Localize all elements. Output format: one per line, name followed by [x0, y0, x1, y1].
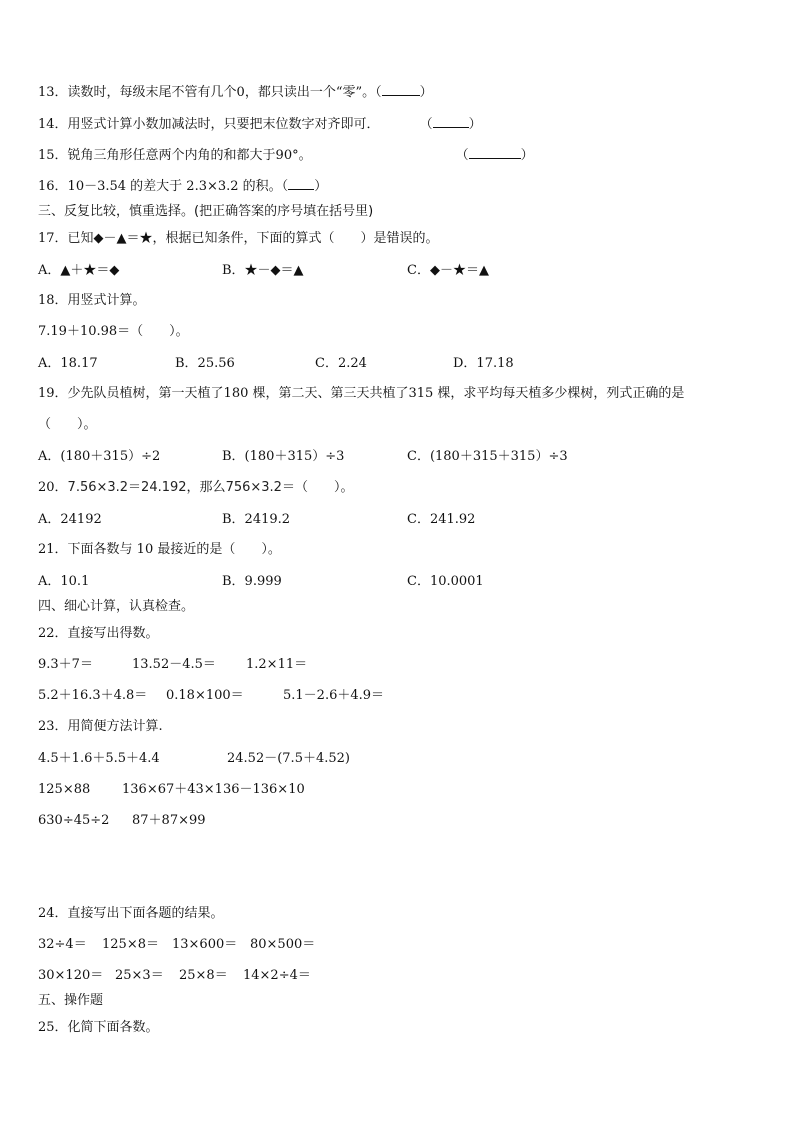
question-text: 锐角三角形任意两个内角的和都大于90°。 — [67, 148, 312, 163]
option-b[interactable]: B．(180＋315）÷3 — [222, 449, 345, 464]
option-c[interactable]: C．241.92 — [407, 512, 476, 527]
calc-item: 30×120＝ — [38, 968, 104, 983]
option-b[interactable]: B．25.56 — [175, 356, 235, 371]
option-a[interactable]: A．10.1 — [38, 574, 90, 589]
math-expression: 7.56×3.2＝24.192 — [67, 480, 187, 495]
answer-blank[interactable] — [288, 178, 314, 190]
answer-blank[interactable] — [469, 147, 521, 159]
calc-item: 1.2×11＝ — [246, 657, 308, 672]
option-a[interactable]: A．▲＋★＝◆ — [38, 263, 120, 278]
calc-item: 80×500＝ — [250, 937, 316, 952]
question-23: 23．用简便方法计算. — [38, 719, 163, 734]
question-19-continuation: （ ）。 — [38, 417, 97, 432]
close-paren: ） — [468, 117, 482, 132]
option-b[interactable]: B．★－◆＝▲ — [222, 263, 304, 278]
option-d[interactable]: D．17.18 — [453, 356, 514, 371]
calc-item: 24.52－(7.5＋4.52) — [227, 751, 350, 766]
question-20 — [38, 480, 353, 496]
calc-item: 14×2÷4＝ — [243, 968, 311, 983]
calc-item: 9.3＋7＝ — [38, 657, 93, 672]
question-text: 读数时，每级末尾不管有几个0，都只读出一个“零”。（ — [67, 85, 382, 100]
option-c[interactable]: C．◆－★＝▲ — [407, 263, 489, 278]
question-text: ，那么 — [186, 480, 226, 495]
calc-item: 5.1－2.6＋4.9＝ — [283, 688, 385, 703]
section-heading-5: 五、操作题 — [38, 993, 104, 1008]
calc-item: 0.18×100＝ — [166, 688, 244, 703]
option-c[interactable]: C．10.0001 — [407, 574, 484, 589]
question-number: 15． — [38, 148, 68, 163]
close-paren: ） — [520, 148, 534, 163]
question-text: 用竖式计算小数加减法时，只要把末位数字对齐即可． — [67, 117, 380, 132]
calc-item: 630÷45÷2 — [38, 813, 110, 828]
question-tail: （ ）。 — [294, 480, 354, 495]
question-text: 10－3.54 的差大于 2.3×3.2 的积。（ — [67, 179, 289, 194]
calc-item: 13.52－4.5＝ — [132, 657, 216, 672]
option-a[interactable]: A．(180＋315）÷2 — [38, 449, 161, 464]
calc-item: 25×3＝ — [115, 968, 164, 983]
calc-item: 125×88 — [38, 782, 91, 797]
calc-item: 125×8＝ — [102, 937, 159, 952]
open-paren: （ — [419, 117, 433, 132]
question-14 — [38, 116, 482, 133]
calc-item: 32÷4＝ — [38, 937, 87, 952]
question-22: 22．直接写出得数。 — [38, 626, 159, 641]
question-number: 14． — [38, 117, 68, 132]
calc-item: 136×67＋43×136－136×10 — [122, 782, 305, 797]
question-number: 20． — [38, 480, 68, 495]
option-a[interactable]: A．18.17 — [38, 356, 98, 371]
option-c[interactable]: C．(180＋315＋315）÷3 — [407, 449, 568, 464]
option-a[interactable]: A．24192 — [38, 512, 102, 527]
close-paren: ） — [314, 179, 328, 194]
question-24: 24．直接写出下面各题的结果。 — [38, 906, 224, 921]
section-heading-3: 三、反复比较，慎重选择。(把正确答案的序号填在括号里) — [38, 204, 374, 219]
calc-item: 87＋87×99 — [132, 813, 206, 828]
question-number: 16． — [38, 179, 68, 194]
question-16 — [38, 178, 327, 195]
calc-item: 5.2＋16.3＋4.8＝ — [38, 688, 148, 703]
section-heading-4: 四、细心计算，认真检查。 — [38, 599, 195, 614]
answer-blank[interactable] — [433, 116, 469, 128]
open-paren: （ — [455, 148, 469, 163]
calc-item: 13×600＝ — [172, 937, 238, 952]
option-b[interactable]: B．2419.2 — [222, 512, 291, 527]
question-19: 19．少先队员植树，第一天植了180 棵，第二天、第三天共植了315 棵，求平均每天植多少棵树，列式正确的是 — [38, 386, 685, 401]
question-18: 18．用竖式计算。 — [38, 293, 146, 308]
math-expression-2: 756×3.2＝ — [225, 480, 295, 495]
calc-item: 25×8＝ — [179, 968, 228, 983]
question-18-expression: 7.19＋10.98＝（ ）。 — [38, 324, 189, 339]
question-15 — [38, 147, 534, 164]
answer-blank[interactable] — [382, 84, 420, 96]
question-13 — [38, 84, 433, 101]
option-b[interactable]: B．9.999 — [222, 574, 282, 589]
close-paren: ） — [419, 85, 433, 100]
question-21: 21．下面各数与 10 最接近的是（ ）。 — [38, 542, 281, 557]
question-25: 25．化简下面各数。 — [38, 1020, 159, 1035]
question-17: 17．已知◆－▲＝★，根据已知条件，下面的算式（ ）是错误的。 — [38, 231, 439, 246]
calc-item: 4.5＋1.6＋5.5＋4.4 — [38, 751, 160, 766]
option-c[interactable]: C．2.24 — [315, 356, 367, 371]
question-number: 13． — [38, 85, 68, 100]
